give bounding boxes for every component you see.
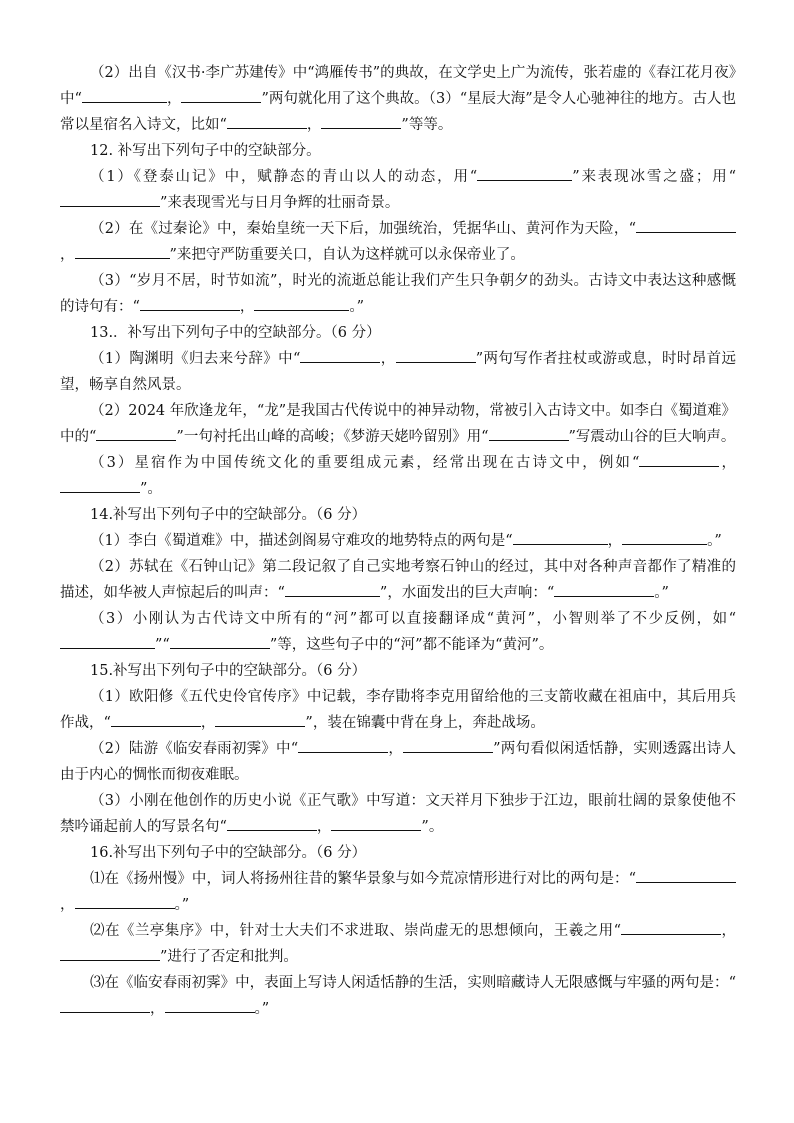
q11-part2-paragraph	[60, 60, 736, 138]
text: ”等等。	[401, 117, 453, 133]
answer-blank[interactable]	[513, 529, 608, 545]
answer-blank[interactable]	[60, 633, 155, 649]
q12-heading: 12. 补写出下列句子中的空缺部分。	[90, 143, 321, 159]
text: （2）苏轼在《石钟山记》第二段记叙了自己实地考察石钟山的经过，其中对各种声音都作了精准的描述，如华被人声惊起后的叫声：“	[60, 559, 736, 601]
answer-blank[interactable]	[140, 295, 240, 311]
text: ，	[388, 741, 404, 757]
text: ⑴在《扬州慢》中，词人将扬州往昔的繁华景象与如今荒凉情形进行对比的两句是：	[90, 871, 629, 887]
text: ”进行了否定和批判。	[160, 949, 298, 965]
text: ，	[316, 819, 332, 835]
text: ”，水面发出的巨大声响：“	[379, 585, 555, 601]
text: ”写震动山谷的巨大响声。	[568, 429, 736, 445]
text: ”来表现冰雪之盛；用“	[572, 169, 736, 185]
answer-blank[interactable]	[227, 113, 307, 129]
text: （2）在《过秦论》中，秦始皇统一天下后，加强统治，凭据华山、黄河作为天险，“	[90, 221, 636, 237]
text: ，	[719, 455, 737, 471]
text: 。”	[654, 585, 669, 601]
answer-blank[interactable]	[298, 737, 388, 753]
q14-item-1	[60, 528, 736, 554]
text: ，	[239, 299, 255, 315]
answer-blank[interactable]	[622, 529, 707, 545]
answer-blank[interactable]	[227, 815, 317, 831]
answer-blank[interactable]	[82, 87, 167, 103]
text: ，	[166, 91, 182, 107]
text: ”来表现雪光与日月争辉的壮丽奇景。	[160, 195, 400, 211]
q16-item-1	[60, 866, 736, 918]
answer-blank[interactable]	[96, 425, 176, 441]
answer-blank[interactable]	[60, 997, 150, 1013]
text: （2）2024 年欣逢龙年，“龙”是我国古代传说中的神异动物，常被引入古诗文中。如李白《蜀道难》中的“	[60, 403, 736, 445]
text: ”两句写作者拄杖或游或息，时时昂首远望，畅享自然风景。	[60, 351, 737, 393]
answer-blank[interactable]	[165, 997, 255, 1013]
text: （2）陆游《临安春雨初霁》中“	[90, 741, 299, 757]
text: （1）陶渊明《归去来兮辞》中“	[90, 351, 301, 367]
text: 。”	[174, 897, 190, 913]
answer-blank[interactable]	[60, 945, 160, 961]
q12-item-2	[60, 216, 736, 268]
q15-item-1	[60, 684, 736, 736]
answer-blank[interactable]	[170, 633, 270, 649]
text: ，	[607, 533, 623, 549]
answer-blank[interactable]	[403, 737, 493, 753]
q13-item-2	[60, 398, 736, 450]
text: （1）《登泰山记》中，赋静态的青山以人的动态，用“	[90, 169, 478, 185]
answer-blank[interactable]	[60, 477, 140, 493]
text: ⑵在《兰亭集序》中，针对士大夫们不求进取、崇尚虚无的思想倾向，王羲之用	[90, 923, 614, 939]
answer-blank[interactable]	[300, 347, 380, 363]
text: ”两句就化用了这个典故。（3）“星辰大海”是令人心驰神往的地方。古人也常以星宿名入诗文，比如“	[60, 91, 736, 133]
text: ，	[306, 117, 322, 133]
q14-item-2	[60, 554, 736, 606]
answer-blank[interactable]	[181, 87, 261, 103]
text: “	[628, 871, 636, 887]
q13-item-3	[60, 450, 736, 502]
text: ”两句看似闲适恬静，实则透露出诗人由于内心的惆怅而彻夜难眠。	[60, 741, 737, 783]
text: ”等，这些句子中的“河”都不能译为“黄河”。	[269, 637, 554, 653]
answer-blank[interactable]	[75, 243, 170, 259]
text: “	[613, 923, 622, 939]
text: ，	[200, 715, 216, 731]
text: （3）星宿作为中国传统文化的重要组成元素，经常出现在古诗文中，例如“	[90, 455, 640, 471]
answer-blank[interactable]	[639, 451, 719, 467]
text: ”。	[140, 481, 162, 497]
text: 。”	[707, 533, 722, 549]
text: （3）小刚认为古代诗文中所有的“河”都可以直接翻译成“黄河”，小智则举了不少反例，如“	[90, 611, 736, 627]
text: ，	[60, 897, 75, 913]
q13-item-1	[60, 346, 736, 398]
text: （1）欧阳修《五代史伶官传序》中记载，李存勖将李克用留给他的三支箭收藏在祖庙中，其后用兵作战，“	[60, 689, 736, 731]
q16-heading: 16.补写出下列句子中的空缺部分。（6 分）	[90, 845, 367, 861]
q15-heading: 15.补写出下列句子中的空缺部分。（6 分）	[90, 663, 367, 679]
text: ，	[150, 1001, 165, 1017]
answer-blank[interactable]	[554, 581, 654, 597]
answer-blank[interactable]	[477, 165, 572, 181]
answer-blank[interactable]	[215, 711, 305, 727]
text: （3）小刚在他创作的历史小说《正气歌》中写道：文天祥月下独步于江边，眼前壮阔的景象使他不禁吟诵起前人的写景名句“	[60, 793, 736, 835]
text: ”一句衬托出山峰的高峻；《梦游天姥吟留别》用“	[176, 429, 489, 445]
text: ”。	[421, 819, 444, 835]
answer-blank[interactable]	[111, 711, 201, 727]
answer-blank[interactable]	[396, 347, 476, 363]
text: ”来把守严防重要关口，自认为这样就可以永保帝业了。	[169, 247, 525, 263]
text: 。”	[349, 299, 365, 315]
text: ”，装在锦囊中背在身上，奔赴战场。	[305, 715, 545, 731]
answer-blank[interactable]	[254, 295, 349, 311]
answer-blank[interactable]	[636, 867, 736, 883]
q15-item-2	[60, 736, 736, 788]
text: （3）“岁月不居，时节如流”，时光的流逝总能让我们产生只争朝夕的劲头。古诗文中表达这种感慨的诗句有：“	[60, 273, 736, 315]
answer-blank[interactable]	[75, 893, 175, 909]
answer-blank[interactable]	[321, 113, 401, 129]
answer-blank[interactable]	[489, 425, 569, 441]
text: ，	[60, 247, 75, 263]
text: ，	[380, 351, 396, 367]
answer-blank[interactable]	[60, 191, 160, 207]
answer-blank[interactable]	[636, 217, 736, 233]
worksheet-page	[60, 60, 736, 1022]
q16-item-2	[60, 918, 736, 970]
answer-blank[interactable]	[621, 919, 721, 935]
text: （1）李白《蜀道难》中，描述剑阁易守难攻的地势特点的两句是“	[90, 533, 513, 549]
text: 。”	[254, 1001, 270, 1017]
text: （2）出自《汉书·李广苏建传》中“鸿雁传书”的典故，在文学史上广为流传，张若虚的《春江花月夜》中“	[60, 65, 736, 107]
answer-blank[interactable]	[331, 815, 421, 831]
q13-heading: 13.．补写出下列句子中的空缺部分。（6 分）	[90, 325, 381, 341]
answer-blank[interactable]	[285, 581, 380, 597]
q12-item-1	[60, 164, 736, 216]
q16-item-3	[60, 970, 736, 1022]
q12-item-3	[60, 268, 736, 320]
q14-heading: 14.补写出下列句子中的空缺部分。（6 分）	[90, 507, 367, 523]
q14-item-3	[60, 606, 736, 658]
q15-item-3	[60, 788, 736, 840]
text: ”“	[155, 637, 170, 653]
text: ，	[721, 923, 737, 939]
text: ⑶在《临安春雨初霁》中，表面上写诗人闲适恬静的生活，实则暗藏诗人无限感慨与牢骚的两句是：“	[90, 975, 736, 991]
